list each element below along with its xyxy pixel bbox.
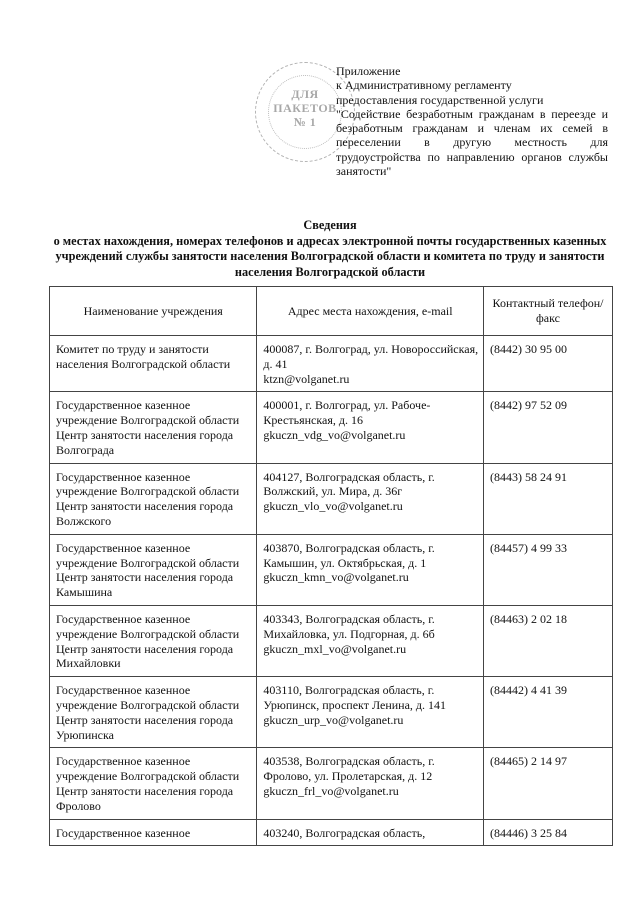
cell-address xyxy=(257,463,484,534)
email-text: gkuczn_mxl_vo@volganet.ru xyxy=(263,641,407,656)
cell-name: Комитет по труду и занятости населения Волгоградской области xyxy=(50,336,257,392)
document-heading xyxy=(40,218,620,280)
header-address: Адрес места нахождения, e-mail xyxy=(257,287,484,336)
table-header-row xyxy=(50,287,613,336)
address-text: 403240, Волгоградская область, xyxy=(263,825,426,840)
annex-title: Приложение xyxy=(336,64,401,78)
email-text: gkuczn_vlo_vo@volganet.ru xyxy=(263,499,403,514)
cell-address xyxy=(257,819,484,846)
cell-address xyxy=(257,748,484,819)
cell-address xyxy=(257,605,484,676)
cell-name: Государственное казенное xyxy=(50,819,257,846)
table-row xyxy=(50,392,613,463)
cell-phone: (8442) 97 52 09 xyxy=(484,392,613,463)
table-row xyxy=(50,748,613,819)
cell-phone: (84446) 3 25 84 xyxy=(484,819,613,846)
address-text: 400001, г. Волгоград, ул. Рабоче-Крестьянская, д. 16 xyxy=(263,398,431,428)
address-text: 403343, Волгоградская область, г. Михайловка, ул. Подгорная, д. 6б xyxy=(263,611,435,641)
header-phone: Контактный телефон/факс xyxy=(484,287,613,336)
heading-subtitle: о местах нахождения, номерах телефонов и адресах электронной почты государственных казенных учреждений службы занятости населения Волгоградской области и комитета по труду и занятости населения Волгоградской области xyxy=(53,233,607,279)
email-text: gkuczn_urp_vo@volganet.ru xyxy=(263,712,404,727)
stamp-line-2: ПАКЕТОВ xyxy=(273,101,337,115)
cell-phone: (84442) 4 41 39 xyxy=(484,677,613,748)
cell-address xyxy=(257,534,484,605)
cell-phone: (84465) 2 14 97 xyxy=(484,748,613,819)
cell-name: Государственное казенное учреждение Волгоградской области Центр занятости населения города Волгограда xyxy=(50,392,257,463)
cell-name: Государственное казенное учреждение Волгоградской области Центр занятости населения города Волжского xyxy=(50,463,257,534)
cell-phone: (84463) 2 02 18 xyxy=(484,605,613,676)
annex-block xyxy=(336,64,608,178)
table-row xyxy=(50,336,613,392)
cell-phone: (8443) 58 24 91 xyxy=(484,463,613,534)
table-row xyxy=(50,463,613,534)
annex-service-name: "Содействие безработным гражданам в переезде и безработным гражданам и членам их семей в переселении в другую местность для трудоустройства по направлению органов службы занятости" xyxy=(336,106,608,179)
stamp-line-1: ДЛЯ xyxy=(291,87,319,101)
cell-name: Государственное казенное учреждение Волгоградской области Центр занятости населения города Камышина xyxy=(50,534,257,605)
email-text: gkuczn_kmn_vo@volganet.ru xyxy=(263,570,409,585)
address-text: 404127, Волгоградская область, г. Волжский, ул. Мира, д. 36г xyxy=(263,469,435,499)
address-text: 403870, Волгоградская область, г. Камышин, ул. Октябрьская, д. 1 xyxy=(263,540,435,570)
heading-title: Сведения xyxy=(303,218,357,232)
table-row xyxy=(50,534,613,605)
address-text: 403538, Волгоградская область, г. Фролово, ул. Пролетарская, д. 12 xyxy=(263,754,435,784)
email-text: ktzn@volganet.ru xyxy=(263,371,350,386)
email-text: gkuczn_vdg_vo@volganet.ru xyxy=(263,427,406,442)
institutions-table xyxy=(49,286,613,846)
cell-name: Государственное казенное учреждение Волгоградской области Центр занятости населения города Фролово xyxy=(50,748,257,819)
annex-line-regulation: к Административному регламенту xyxy=(336,78,512,93)
annex-line-service: предоставления государственной услуги xyxy=(336,92,544,107)
cell-address xyxy=(257,677,484,748)
cell-name: Государственное казенное учреждение Волгоградской области Центр занятости населения города Михайловки xyxy=(50,605,257,676)
cell-name: Государственное казенное учреждение Волгоградской области Центр занятости населения города Урюпинска xyxy=(50,677,257,748)
cell-address xyxy=(257,392,484,463)
stamp-line-3: № 1 xyxy=(293,115,317,129)
table-row xyxy=(50,819,613,846)
address-text: 400087, г. Волгоград, ул. Новороссийская, д. 41 xyxy=(263,342,479,371)
email-text: gkuczn_frl_vo@volganet.ru xyxy=(263,783,399,798)
cell-phone: (8442) 30 95 00 xyxy=(484,336,613,392)
cell-phone: (84457) 4 99 33 xyxy=(484,534,613,605)
table-row xyxy=(50,605,613,676)
address-text: 403110, Волгоградская область, г. Урюпинск, проспект Ленина, д. 141 xyxy=(263,683,447,712)
table-row xyxy=(50,677,613,748)
header-name: Наименование учреждения xyxy=(50,287,257,336)
cell-address xyxy=(257,336,484,392)
